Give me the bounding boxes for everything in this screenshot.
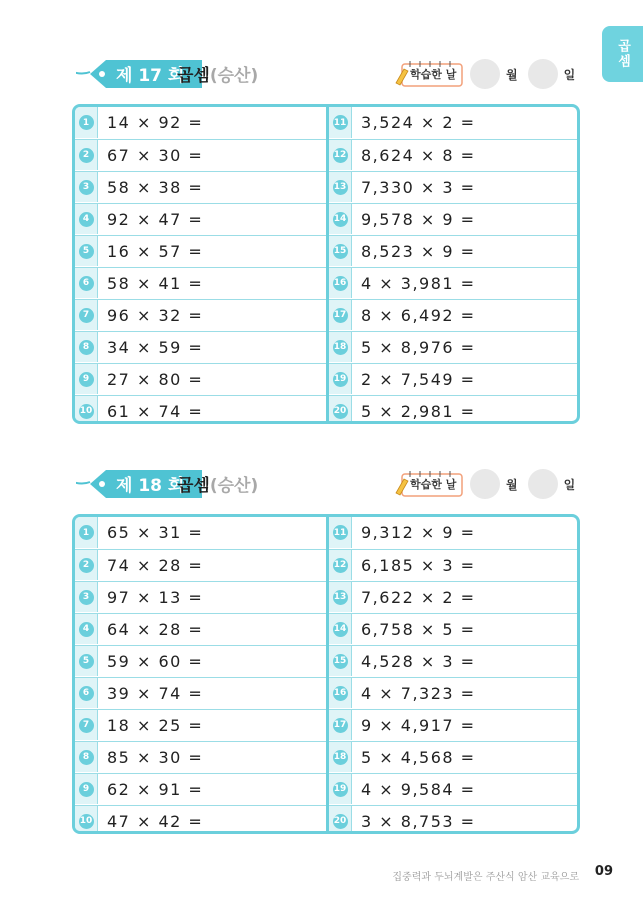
round-label: 제 17 회 — [116, 66, 185, 86]
problem-column — [75, 517, 326, 831]
day-label: 일 — [563, 67, 576, 82]
section-subtitle: (승산) — [209, 476, 259, 496]
number-cell — [329, 107, 352, 138]
problem-row — [329, 267, 580, 298]
number-cell — [329, 236, 352, 266]
number-cell — [75, 806, 98, 834]
number-cell — [329, 332, 352, 362]
number-cell — [75, 332, 98, 362]
problem-number: 2 — [79, 558, 94, 573]
study-label: 학습한 날 — [410, 478, 457, 491]
problem-number: 17 — [333, 718, 348, 733]
problem-expression: 97 × 13 = — [107, 588, 204, 607]
problem-expression: 8 × 6,492 = — [361, 306, 476, 325]
problem-expression: 9 × 4,917 = — [361, 716, 476, 735]
problem-number: 6 — [79, 276, 94, 291]
problem-row — [329, 613, 580, 644]
problem-expression: 4 × 9,584 = — [361, 780, 476, 799]
number-cell — [75, 140, 98, 170]
problem-row — [329, 741, 580, 772]
problem-column — [75, 107, 326, 421]
problem-expression: 62 × 91 = — [107, 780, 204, 799]
problem-expression: 6,185 × 3 = — [361, 556, 476, 575]
problem-column — [329, 107, 580, 421]
problem-row — [75, 549, 326, 580]
problem-row — [329, 363, 580, 394]
problem-number: 17 — [333, 308, 348, 323]
problem-row — [329, 395, 580, 424]
problem-expression: 58 × 41 = — [107, 274, 204, 293]
problem-number: 4 — [79, 212, 94, 227]
month-label: 월 — [506, 67, 518, 82]
problem-expression: 67 × 30 = — [107, 146, 204, 165]
problem-row — [75, 741, 326, 772]
problem-number: 19 — [333, 782, 348, 797]
number-cell — [329, 140, 352, 170]
section-title: 곱셈(승산) — [177, 66, 259, 86]
problem-expression: 5 × 8,976 = — [361, 338, 476, 357]
number-cell — [75, 172, 98, 202]
chapter-side-tab: 곱셈 — [602, 26, 643, 82]
number-cell — [329, 646, 352, 676]
footer-slogan: 집중력과 두뇌계발은 주산식 암산 교육으로 — [392, 872, 579, 883]
section-title: 곱셈(승산) — [177, 476, 259, 496]
problem-number: 3 — [79, 590, 94, 605]
problem-row — [75, 107, 326, 138]
number-cell — [75, 107, 98, 138]
month-input[interactable] — [470, 469, 500, 499]
problem-number: 6 — [79, 686, 94, 701]
problem-number: 7 — [79, 308, 94, 323]
problem-row — [329, 581, 580, 612]
problem-row — [75, 395, 326, 424]
problem-number: 15 — [333, 654, 348, 669]
number-cell — [75, 614, 98, 644]
problem-number: 3 — [79, 180, 94, 195]
problem-expression: 9,578 × 9 = — [361, 210, 476, 229]
problem-expression: 3 × 8,753 = — [361, 812, 476, 831]
problem-row — [75, 677, 326, 708]
problem-row — [329, 107, 580, 138]
problem-number: 5 — [79, 244, 94, 259]
number-cell — [75, 582, 98, 612]
problem-column — [329, 517, 580, 831]
problem-expression: 8,523 × 9 = — [361, 242, 476, 261]
problem-row — [329, 139, 580, 170]
section-header — [48, 48, 584, 92]
number-cell — [75, 236, 98, 266]
number-cell — [329, 710, 352, 740]
problem-number: 8 — [79, 750, 94, 765]
day-label: 일 — [563, 477, 576, 492]
number-cell — [75, 517, 98, 548]
problem-expression: 8,624 × 8 = — [361, 146, 476, 165]
number-cell — [75, 300, 98, 330]
month-label: 월 — [506, 477, 518, 492]
study-date — [394, 60, 585, 88]
problem-row — [329, 517, 580, 548]
day-input[interactable] — [528, 59, 558, 89]
problem-row — [75, 363, 326, 394]
number-cell — [329, 300, 352, 330]
problem-row — [75, 645, 326, 676]
study-label: 학습한 날 — [410, 68, 457, 81]
problem-row — [329, 171, 580, 202]
problem-row — [75, 773, 326, 804]
problem-expression: 58 × 38 = — [107, 178, 204, 197]
problem-number: 5 — [79, 654, 94, 669]
number-cell — [329, 396, 352, 424]
problem-row — [329, 645, 580, 676]
problem-number: 18 — [333, 340, 348, 355]
problem-expression: 27 × 80 = — [107, 370, 204, 389]
problem-number: 20 — [333, 404, 348, 419]
month-input[interactable] — [470, 59, 500, 89]
problem-number: 13 — [333, 590, 348, 605]
worksheet-section — [48, 458, 584, 831]
problem-row — [329, 299, 580, 330]
problem-expression: 61 × 74 = — [107, 402, 204, 421]
number-cell — [329, 614, 352, 644]
problem-number: 7 — [79, 718, 94, 733]
problem-grid — [72, 514, 580, 834]
problem-row — [75, 517, 326, 548]
problem-number: 14 — [333, 212, 348, 227]
problem-row — [75, 299, 326, 330]
problem-row — [329, 709, 580, 740]
number-cell — [329, 806, 352, 834]
problem-number: 2 — [79, 148, 94, 163]
problem-number: 16 — [333, 276, 348, 291]
problem-number: 9 — [79, 372, 94, 387]
problem-grid — [72, 104, 580, 424]
problem-expression: 92 × 47 = — [107, 210, 204, 229]
problem-expression: 4,528 × 3 = — [361, 652, 476, 671]
problem-number: 13 — [333, 180, 348, 195]
problem-expression: 65 × 31 = — [107, 523, 204, 542]
problem-row — [75, 139, 326, 170]
number-cell — [329, 550, 352, 580]
problem-expression: 2 × 7,549 = — [361, 370, 476, 389]
problem-number: 9 — [79, 782, 94, 797]
problem-number: 8 — [79, 340, 94, 355]
problem-row — [75, 805, 326, 834]
problem-row — [75, 203, 326, 234]
problem-expression: 74 × 28 = — [107, 556, 204, 575]
problem-expression: 9,312 × 9 = — [361, 523, 476, 542]
number-cell — [75, 364, 98, 394]
problem-number: 4 — [79, 622, 94, 637]
problem-number: 10 — [79, 814, 94, 829]
notepad-icon — [394, 61, 464, 87]
problem-number: 11 — [333, 115, 348, 130]
number-cell — [329, 364, 352, 394]
problem-expression: 59 × 60 = — [107, 652, 204, 671]
notepad-icon — [394, 471, 464, 497]
problem-expression: 16 × 57 = — [107, 242, 204, 261]
problem-expression: 7,622 × 2 = — [361, 588, 476, 607]
problem-row — [329, 773, 580, 804]
problem-number: 20 — [333, 814, 348, 829]
problem-row — [329, 677, 580, 708]
number-cell — [329, 742, 352, 772]
problem-row — [75, 709, 326, 740]
problem-expression: 18 × 25 = — [107, 716, 204, 735]
number-cell — [329, 172, 352, 202]
number-cell — [329, 582, 352, 612]
problem-number: 1 — [79, 115, 94, 130]
problem-expression: 4 × 3,981 = — [361, 274, 476, 293]
problem-expression: 34 × 59 = — [107, 338, 204, 357]
problem-number: 15 — [333, 244, 348, 259]
problem-expression: 64 × 28 = — [107, 620, 204, 639]
problem-expression: 6,758 × 5 = — [361, 620, 476, 639]
study-date — [394, 470, 585, 498]
number-cell — [75, 710, 98, 740]
number-cell — [329, 517, 352, 548]
problem-expression: 14 × 92 = — [107, 113, 204, 132]
problem-row — [75, 267, 326, 298]
problem-expression: 5 × 2,981 = — [361, 402, 476, 421]
problem-number: 18 — [333, 750, 348, 765]
number-cell — [75, 646, 98, 676]
problem-number: 12 — [333, 148, 348, 163]
number-cell — [75, 774, 98, 804]
number-cell — [75, 396, 98, 424]
problem-row — [75, 331, 326, 362]
problem-row — [75, 613, 326, 644]
number-cell — [329, 774, 352, 804]
problem-row — [329, 549, 580, 580]
number-cell — [329, 204, 352, 234]
problem-expression: 47 × 42 = — [107, 812, 204, 831]
number-cell — [75, 678, 98, 708]
problem-expression: 96 × 32 = — [107, 306, 204, 325]
problem-row — [75, 171, 326, 202]
number-cell — [329, 268, 352, 298]
problem-number: 16 — [333, 686, 348, 701]
problem-expression: 39 × 74 = — [107, 684, 204, 703]
problem-expression: 5 × 4,568 = — [361, 748, 476, 767]
problem-expression: 4 × 7,323 = — [361, 684, 476, 703]
number-cell — [329, 678, 352, 708]
number-cell — [75, 268, 98, 298]
problem-number: 1 — [79, 525, 94, 540]
problem-row — [329, 331, 580, 362]
problem-number: 10 — [79, 404, 94, 419]
problem-row — [75, 235, 326, 266]
problem-expression: 3,524 × 2 = — [361, 113, 476, 132]
worksheet-section — [48, 48, 584, 421]
problem-number: 12 — [333, 558, 348, 573]
day-input[interactable] — [528, 469, 558, 499]
section-header — [48, 458, 584, 502]
problem-row — [329, 235, 580, 266]
problem-row — [75, 581, 326, 612]
problem-number: 14 — [333, 622, 348, 637]
problem-expression: 7,330 × 3 = — [361, 178, 476, 197]
problem-row — [329, 805, 580, 834]
round-label: 제 18 회 — [116, 476, 185, 496]
problem-number: 11 — [333, 525, 348, 540]
number-cell — [75, 550, 98, 580]
section-subtitle: (승산) — [209, 66, 259, 86]
problem-number: 19 — [333, 372, 348, 387]
number-cell — [75, 742, 98, 772]
problem-row — [329, 203, 580, 234]
problem-expression: 85 × 30 = — [107, 748, 204, 767]
page-number: 09 — [594, 864, 613, 879]
number-cell — [75, 204, 98, 234]
